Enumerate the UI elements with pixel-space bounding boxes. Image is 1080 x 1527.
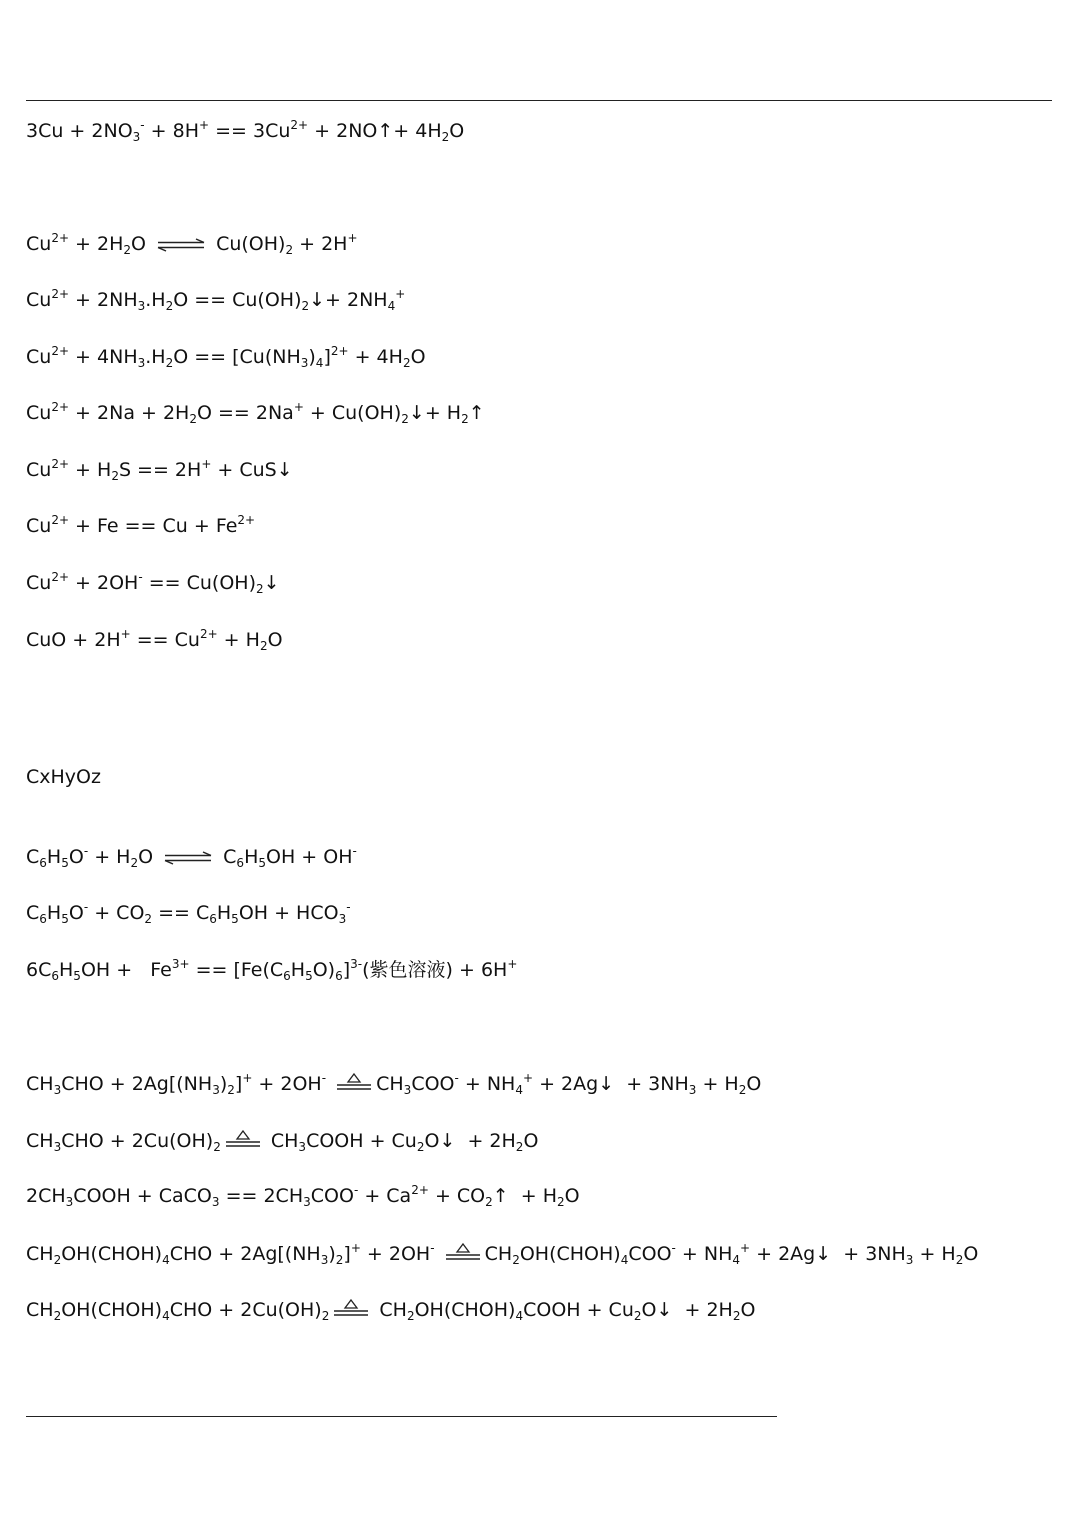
superscript: - [671,1241,676,1255]
subscript: 3 [132,130,141,144]
equation-text: ) [219,1073,228,1095]
equation-text: ) [328,1243,336,1265]
equation-text: CH [26,1130,54,1152]
subscript: 3 [905,1253,914,1267]
superscript: 2+ [51,570,70,584]
superscript: 2+ [199,627,218,641]
superscript: 2+ [51,287,70,301]
superscript: + [395,287,406,301]
superscript: 2+ [51,513,70,527]
equation-text: + H [508,1185,558,1207]
precipitate-arrow-icon: ↓ [656,1299,673,1321]
equation-text: == 2CH [219,1185,304,1207]
equation-text: O [641,1299,657,1321]
equation-text: OH(CHOH) [61,1243,163,1265]
equation-text: H [46,846,62,868]
equation-text: O [523,1130,539,1152]
gas-arrow-icon: ↑ [377,120,394,142]
equation-text: + CO [428,1185,486,1207]
subscript: 3 [137,299,146,313]
subscript: 3 [338,912,347,926]
equation-text: Cu [26,515,52,537]
superscript: - [321,1071,327,1085]
subscript: 2 [512,1253,520,1267]
subscript: 2 [144,912,153,926]
equation-text: CuO + 2H [26,629,121,651]
equation-text: ] [342,959,351,981]
superscript: - [140,118,145,132]
equation-text: Cu [26,289,52,311]
equation-text: ] [323,346,331,368]
equation-text: == C [152,902,210,924]
heating-condition-icon [224,1128,262,1150]
equation-text: + H [88,846,131,868]
heating-condition-icon [444,1241,482,1263]
subscript: 6 [209,912,217,926]
precipitate-arrow-icon: ↓ [276,459,293,481]
subscript: 4 [387,299,396,313]
superscript: 2+ [51,457,70,471]
equation-text: H [244,846,259,868]
equation-text: O [740,1299,756,1321]
subscript: 2 [321,1309,330,1323]
equation-text: CHO + 2Ag[(NH [61,1073,213,1095]
equation-text: + H [217,629,260,651]
equation-text: O == [Cu(NH [173,346,301,368]
subscript: 2 [256,582,264,596]
subscript: 6 [39,856,47,870]
subscript: 2 [732,1309,741,1323]
subscript: 2 [111,469,119,483]
equation-text: + 2OH [252,1073,322,1095]
equation-text: O [267,629,283,651]
equation-text: O [68,846,84,868]
equation-text: CH [264,1130,299,1152]
equation-text: OH + Fe [80,959,172,981]
precipitate-arrow-icon: ↓ [309,289,326,311]
superscript: 3- [350,957,363,971]
equation-text: + 3NH [614,1073,689,1095]
precipitate-arrow-icon: ↓ [408,402,425,424]
superscript: 2+ [51,400,70,414]
subscript: 2 [213,1140,221,1154]
subscript: 4 [162,1309,170,1323]
equation-text: Cu(OH) [210,233,286,255]
precipitate-arrow-icon: ↓ [815,1243,832,1265]
equation-text: CHO + 2Cu(OH) [169,1299,322,1321]
heating-condition-icon [335,1071,373,1093]
subscript: 3 [300,356,309,370]
equation-text: == 3Cu [209,120,291,142]
equation-text: + 8H [144,120,200,142]
equation-text: == Cu(OH) [142,572,256,594]
equation-phenoxide-hydrolysis [26,845,357,869]
superscript: - [346,900,351,914]
equation-text: O [746,1073,762,1095]
equilibrium-arrow-icon [163,851,213,865]
equation-cu-fe [26,514,255,538]
subscript: 5 [61,856,69,870]
equation-text: C [26,902,40,924]
equation-text [435,1243,441,1265]
precipitate-arrow-icon: ↓ [439,1130,456,1152]
equation-text: 2CH [26,1185,66,1207]
precipitate-arrow-icon: ↓ [598,1073,615,1095]
equation-text: H [290,959,306,981]
equation-text: O [564,1185,580,1207]
equation-text: + H [424,402,462,424]
equation-text: OH + OH [266,846,353,868]
subscript: 6 [39,912,47,926]
subscript: 5 [61,912,69,926]
superscript: + [522,1071,534,1085]
superscript: 2+ [237,513,256,527]
equation-glucose-silver [26,1241,978,1266]
equation-text: . [145,289,152,311]
equation-text: + 2NH [69,289,138,311]
subscript: 4 [620,1253,629,1267]
subscript: 6 [335,969,343,983]
equation-cu-ammonia-hydroxide [26,288,405,312]
subscript: 2 [335,1253,344,1267]
equation-text: + Cu(OH) [303,402,402,424]
equation-text: O == 2Na [196,402,294,424]
equation-text: + CuS [211,459,277,481]
superscript: + [199,118,210,132]
equation-text: O [449,120,465,142]
superscript: + [740,1241,751,1255]
precipitate-arrow-icon: ↓ [263,572,280,594]
subscript: 4 [315,356,324,370]
subscript: 2 [189,412,197,426]
subscript: 2 [738,1083,747,1097]
subscript: 2 [123,243,132,257]
equilibrium-arrow-icon [156,238,206,252]
equation-text: + 2Ag [750,1243,816,1265]
subscript: 2 [406,1309,415,1323]
equation-text: + 4H [348,346,403,368]
equation-text: O [131,233,153,255]
equation-text: + CO [88,902,145,924]
equation-phenol-fe3 [26,958,517,982]
equation-acetaldehyde-copper [26,1128,538,1153]
superscript: - [353,1183,359,1197]
superscript: - [83,900,89,914]
subscript: 3 [53,1140,62,1154]
equation-text [326,1073,332,1095]
equation-text: Cu [26,346,52,368]
equation-text: C [217,846,237,868]
equation-text: + Fe == Cu + Fe [69,515,238,537]
subscript: 5 [231,912,239,926]
superscript: 2+ [51,344,70,358]
subscript: 2 [227,1083,235,1097]
equation-text: + Ca [358,1185,412,1207]
equation-text: O [138,846,160,868]
superscript: 2+ [51,231,70,245]
subscript: 2 [441,130,450,144]
equation-acetic-caco3 [26,1184,580,1208]
variable-label: CxHyOz [26,766,101,788]
equation-text: + NH [458,1073,516,1095]
equation-text: COOH + Cu [306,1130,417,1152]
equation-text: H [59,959,74,981]
equation-text: Cu [26,459,52,481]
equation-text: OH(CHOH) [61,1299,163,1321]
gas-arrow-icon: ↑ [468,402,485,424]
subscript: 2 [301,299,310,313]
superscript: 2+ [290,118,309,132]
superscript: + [347,231,358,245]
superscript: 3+ [171,957,190,971]
subscript: 2 [130,856,139,870]
equation-cu-sodium [26,401,485,425]
equation-text: + 2OH [69,572,139,594]
superscript: + [242,1071,253,1085]
subscript: 3 [688,1083,697,1097]
equation-text: OH + HCO [238,902,339,924]
equation-text: CH [484,1243,513,1265]
subscript: 2 [53,1253,62,1267]
equation-text: OH(CHOH) [414,1299,516,1321]
heating-condition-icon [332,1297,370,1319]
equation-text: 3Cu + 2NO [26,120,133,142]
subscript: 3 [303,1195,311,1209]
equation-glucose-copper [26,1297,755,1322]
equation-text: H [46,902,62,924]
superscript: + [350,1241,361,1255]
subscript: 3 [298,1140,307,1154]
equation-text: Cu [26,402,52,424]
equation-cu-oh [26,571,280,595]
subscript: 3 [65,1195,74,1209]
equation-phenoxide-co2 [26,901,351,925]
equation-text: + H [913,1243,956,1265]
superscript: + [293,400,304,414]
subscript: 2 [515,1140,524,1154]
equation-cu-hydrolysis [26,232,358,256]
equation-text: + 2H [69,233,124,255]
equation-text: COO [411,1073,455,1095]
subscript: 4 [732,1253,741,1267]
equation-text: .H [145,346,166,368]
subscript: 2 [401,412,409,426]
subscript: 4 [515,1309,524,1323]
equation-text: CH [26,1073,54,1095]
equation-text: + 2H [293,233,348,255]
bottom-divider [26,1416,777,1417]
subscript: 3 [403,1083,412,1097]
superscript: - [352,844,357,858]
equation-text: ] [234,1073,243,1095]
equation-cu-h2s [26,458,293,482]
equation-text: + 2NO [308,120,378,142]
equation-text: + 3NH [831,1243,906,1265]
equation-cuo-acid [26,628,283,652]
subscript: 4 [515,1083,523,1097]
gas-arrow-icon: ↑ [492,1185,509,1207]
superscript: - [138,570,143,584]
equation-text: ) [308,346,316,368]
equation-text: C [26,846,40,868]
equation-text: + 2H [672,1299,733,1321]
equation-text: O == Cu(OH) [173,289,302,311]
equation-text: CH [373,1299,407,1321]
equation-text: O [424,1130,440,1152]
subscript: 3 [211,1195,220,1209]
subscript: 4 [162,1253,170,1267]
subscript: 2 [633,1309,642,1323]
equation-text: == Cu [130,629,200,651]
equation-acetaldehyde-silver [26,1071,761,1096]
equation-text: CH [26,1243,54,1265]
subscript: 2 [285,243,294,257]
equation-text: + 4H [393,120,442,142]
equation-text: S == 2H [118,459,202,481]
subscript: 2 [53,1309,62,1323]
subscript: 6 [283,969,291,983]
subscript: 2 [955,1253,964,1267]
superscript: - [430,1241,435,1255]
equation-text: OH(CHOH) [519,1243,621,1265]
subscript: 6 [51,969,59,983]
subscript: 5 [305,969,313,983]
equation-text: O [410,346,426,368]
equation-text: CHO + 2Ag[(NH [169,1243,321,1265]
subscript: 3 [137,356,146,370]
subscript: 2 [485,1195,493,1209]
subscript: 2 [165,356,174,370]
equation-text: O [68,902,84,924]
equation-text: + 2Na + 2H [69,402,190,424]
superscript: + [507,957,518,971]
equation-text: + 2H [455,1130,516,1152]
subscript: 5 [258,856,266,870]
equation-text: (紫色溶液) + 6H [362,959,508,981]
equation-text: Cu [26,233,52,255]
equation-text: H [151,289,166,311]
equation-cu-hno3 [26,119,464,143]
equation-text: + 4NH [69,346,138,368]
equation-text: COOH + CaCO [73,1185,212,1207]
subscript: 2 [461,412,469,426]
equation-text: + 2Ag [533,1073,599,1095]
equation-text: H [216,902,232,924]
equation-text: 6C [26,959,52,981]
equation-text: COOH + Cu [523,1299,634,1321]
superscript: + [201,457,212,471]
equation-text: + 2NH [325,289,388,311]
equation-text: Cu [26,572,52,594]
superscript: - [83,844,89,858]
subscript: 3 [53,1083,62,1097]
equation-text: COO [310,1185,354,1207]
subscript: 2 [165,299,174,313]
superscript: 2+ [411,1183,429,1197]
equation-text: CHO + 2Cu(OH) [61,1130,214,1152]
equation-text: == [Fe(C [189,959,284,981]
subscript: 2 [416,1140,425,1154]
subscript: 2 [402,356,411,370]
subscript: 3 [320,1253,329,1267]
superscript: - [454,1071,459,1085]
superscript: 2+ [330,344,349,358]
equation-cu-ammonia-complex [26,345,426,369]
equation-text: ] [343,1243,351,1265]
top-divider [26,100,1052,101]
equation-text: + 2OH [360,1243,431,1265]
equation-text: CH [376,1073,404,1095]
equation-text: O) [312,959,336,981]
subscript: 6 [236,856,245,870]
equation-text: + H [69,459,112,481]
subscript: 2 [259,639,268,653]
equation-text: COO [628,1243,672,1265]
subscript: 2 [557,1195,565,1209]
subscript: 3 [212,1083,220,1097]
superscript: + [120,627,131,641]
equation-text: CH [26,1299,54,1321]
equation-text: + H [696,1073,739,1095]
equation-text: O [963,1243,979,1265]
subscript: 5 [73,969,81,983]
equation-text: + NH [675,1243,733,1265]
